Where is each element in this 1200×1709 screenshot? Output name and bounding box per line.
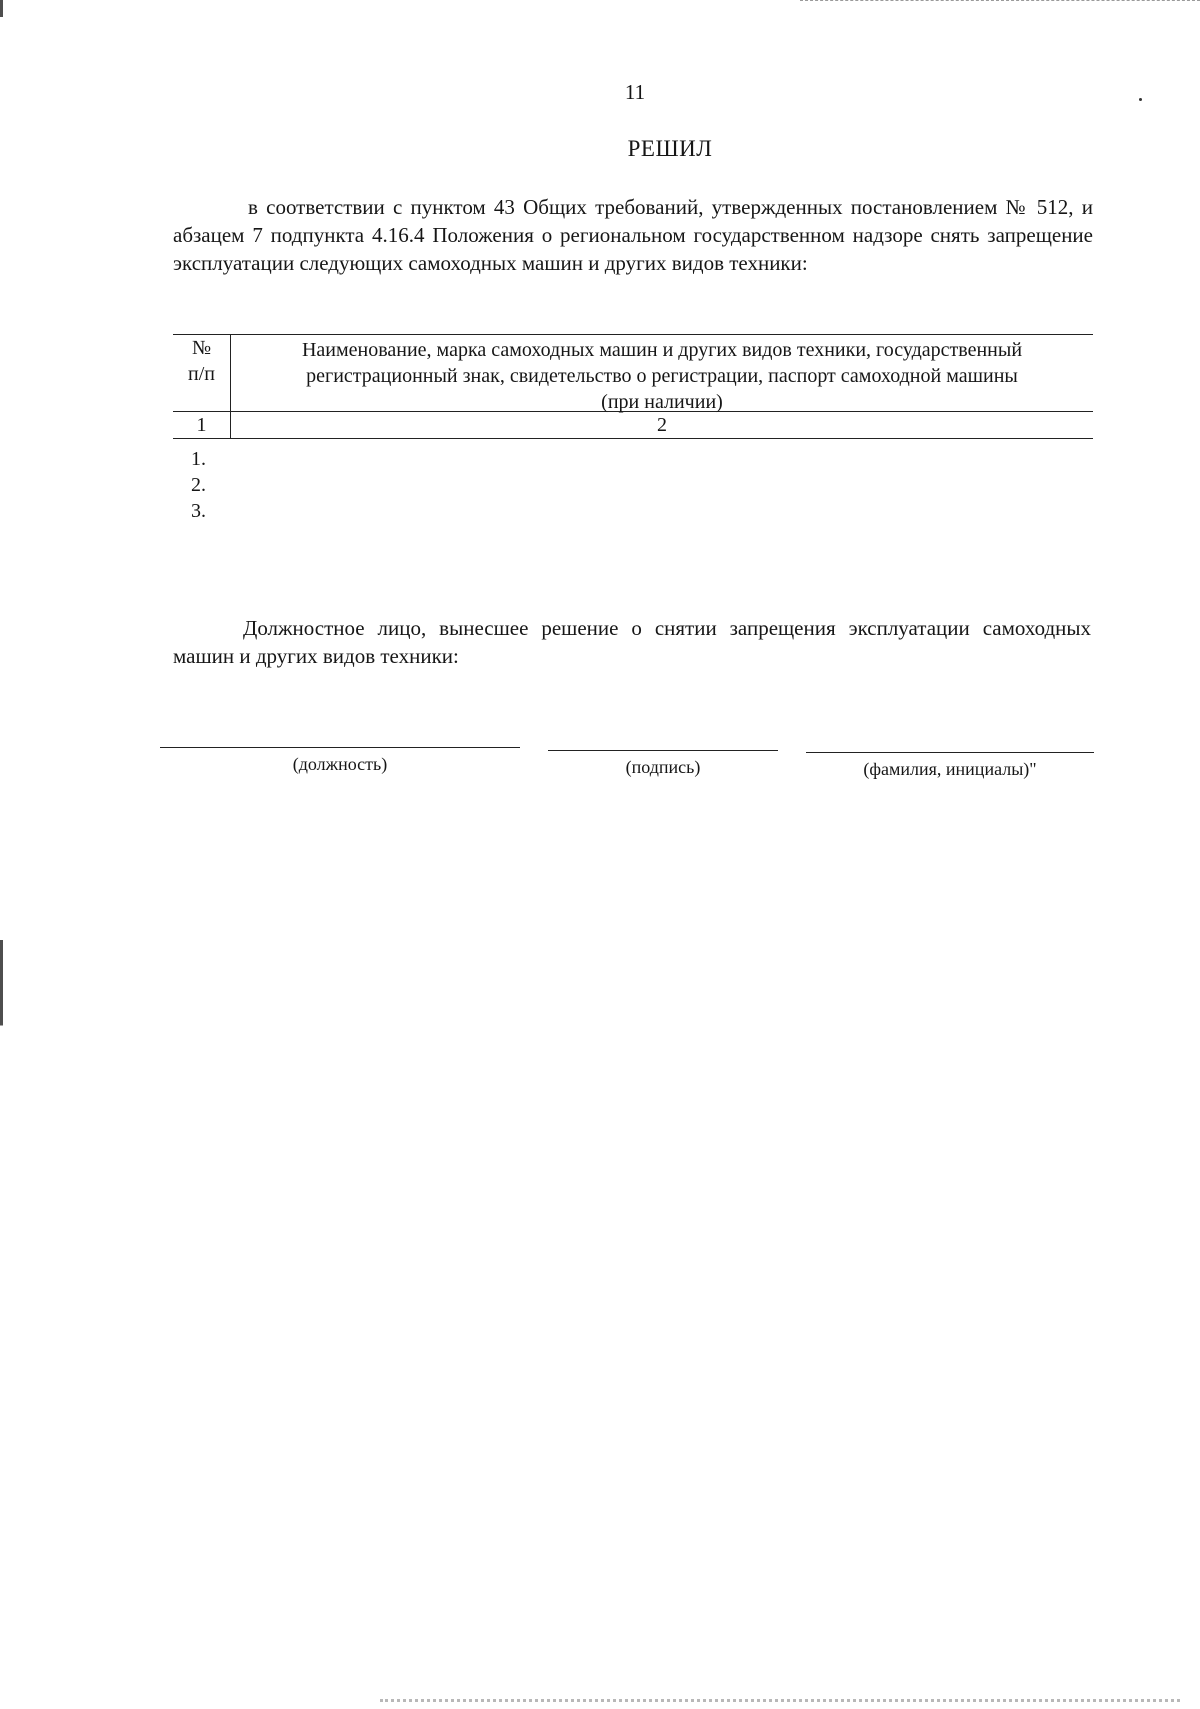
header-number-sign: № — [191, 337, 212, 359]
table-column-numbers-row — [173, 412, 1093, 439]
scan-edge-artifact — [0, 0, 3, 1709]
table-header-number-cell — [173, 335, 231, 411]
column-number-1: 1 — [173, 412, 231, 438]
page-number: 11 — [624, 80, 646, 104]
official-paragraph: Должностное лицо, вынесшее решение о снятии запрещения эксплуатации самоходных машин и других видов техники: — [173, 616, 1091, 668]
scan-edge-artifact — [380, 1699, 1180, 1708]
position-caption: (должность) — [292, 754, 388, 774]
table-header-row — [173, 334, 1093, 412]
vehicles-table — [173, 334, 1093, 439]
header-name-line: регистрационный знак, свидетельство о регистрации, паспорт самоходной машины — [306, 365, 1018, 387]
column-number-2: 2 — [657, 414, 667, 436]
table-header-name-cell — [231, 335, 1093, 411]
scan-edge-artifact — [800, 0, 1200, 3]
header-name-line: Наименование, марка самоходных машин и других видов техники, государственный — [301, 339, 1023, 361]
signature-name-block — [806, 752, 1094, 802]
signature-line — [806, 752, 1094, 753]
signature-line — [548, 750, 778, 751]
header-name-line: (при наличии) — [601, 391, 723, 413]
document-heading: РЕШИЛ — [627, 136, 713, 161]
vehicle-list — [191, 446, 206, 524]
name-caption: (фамилия, инициалы)" — [863, 759, 1037, 779]
signature-caption: (подпись) — [625, 757, 701, 777]
signature-position-block — [160, 747, 520, 797]
intro-paragraph: в соответствии с пунктом 43 Общих требований, утвержденных постановлением № 512, и абзацем 7 подпункта 4.16.4 Положения о региональном государственном надзоре снять запрещение эксплуатации следующих самоходных машин и других видов техники: — [173, 195, 1093, 275]
list-item: 2. — [191, 474, 206, 496]
signature-sign-block — [548, 750, 778, 800]
list-item: 3. — [191, 500, 206, 522]
list-item: 1. — [191, 448, 206, 470]
header-number-abbrev: п/п — [188, 363, 215, 385]
signature-line — [160, 747, 520, 748]
